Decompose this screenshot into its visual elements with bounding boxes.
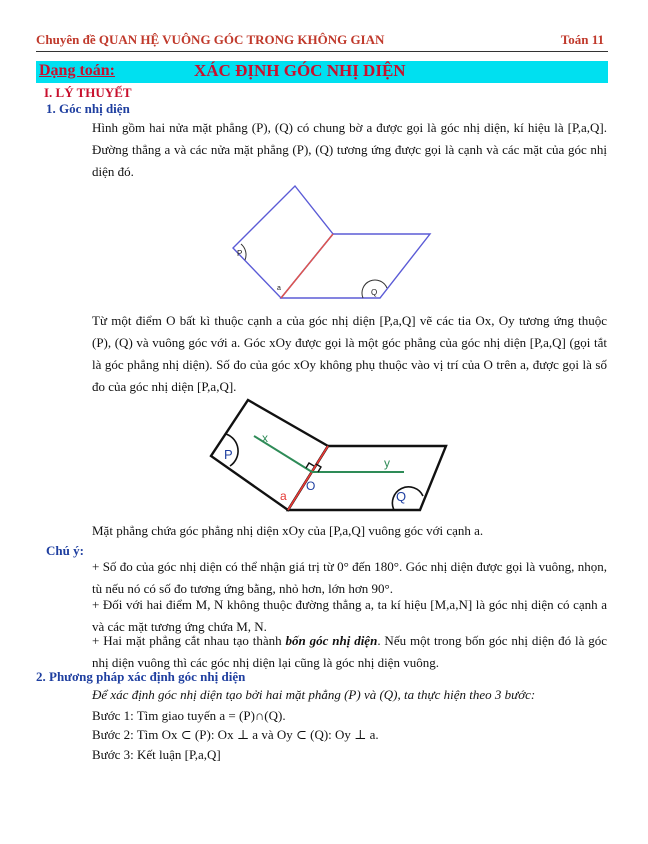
paragraph-definition: Hình gồm hai nửa mặt phẳng (P), (Q) có chung bờ a được gọi là góc nhị diện, kí hiệu là [P,a,Q]. Đường thẳng a và các nửa mặt phẳng (P), (Q) tương ứng được gọi là cạnh và các mặt của góc nhị diện đó. <box>92 120 607 179</box>
method-step-2: Bước 2: Tìm Ox ⊂ (P): Ox ⊥ a và Oy ⊂ (Q): Oy ⊥ a. <box>92 727 379 742</box>
fig1-label-q: Q <box>371 288 378 297</box>
fig2-label-y: y <box>384 456 390 470</box>
note-item-2: + Đối với hai điểm M, N không thuộc đường thẳng a, ta kí hiệu [M,a,N] là góc nhị diện có cạnh a và các mặt tương ứng chứa M, N. <box>92 597 607 634</box>
method-step-3: Bước 3: Kết luận [P,a,Q] <box>92 747 221 762</box>
method-step-1: Bước 1: Tìm giao tuyến a = (P)∩(Q). <box>92 708 286 723</box>
banner-title: XÁC ĐỊNH GÓC NHỊ DIỆN <box>194 61 406 80</box>
fig2-label-a: a <box>280 489 287 503</box>
fig2-edge-a <box>288 446 328 510</box>
figure-plane-angle <box>208 396 453 516</box>
note-item-1: + Số đo của góc nhị diện có thể nhận giá trị từ 0° đến 180°. Góc nhị diện được gọi là vuông, nhọn, tù nếu nó có số đo tương ứng bằng, nhỏ hơn, lớn hơn 90°. <box>92 559 607 596</box>
header-subject: Toán 11 <box>560 32 604 47</box>
note-title: Chú ý: <box>46 543 84 558</box>
subsection-dihedral-angle: 1. Góc nhị diện <box>46 101 130 116</box>
fig1-label-a: a <box>277 285 281 292</box>
half-plane-p <box>233 186 333 298</box>
note-item-3: + Hai mặt phẳng cắt nhau tạo thành bốn góc nhị diện. Nếu một trong bốn góc nhị diện đó là góc nhị diện vuông thì các góc nhị diện lại cũng là góc nhị diện vuông. <box>92 633 607 670</box>
fig2-label-x: x <box>262 431 268 445</box>
banner-label: Dạng toán: <box>39 62 116 79</box>
fig2-half-plane-q <box>288 446 446 510</box>
method-intro: Để xác định góc nhị diện tạo bởi hai mặt phẳng (P) và (Q), ta thực hiện theo 3 bước: <box>92 687 536 702</box>
header-divider <box>36 51 608 52</box>
topic-banner <box>36 61 608 83</box>
edge-a <box>281 234 333 298</box>
fig2-label-q: Q <box>396 489 407 504</box>
fig1-label-p: P <box>237 249 243 258</box>
subsection-method: 2. Phương pháp xác định góc nhị diện <box>36 669 246 684</box>
right-angle-mark-x <box>306 463 314 468</box>
fig2-label-p: P <box>224 447 233 462</box>
half-plane-q <box>281 234 430 298</box>
paragraph-perpendicular-plane: Mặt phẳng chứa góc phẳng nhị diện xOy của [P,a,Q] vuông góc với cạnh a. <box>92 523 484 538</box>
paragraph-plane-angle: Từ một điểm O bất kì thuộc cạnh a của góc nhị diện [P,a,Q] vẽ các tia Ox, Oy tương ứng thuộc (P), (Q) và vuông góc với a. Góc xOy được gọi là một góc phẳng của góc nhị diện [P,a,Q] (gọi tắt là góc phẳng nhị diện). Số đo của góc xOy không phụ thuộc vào vị trí của O trên a, được gọi là số đo của góc nhị diện [P,a,Q]. <box>92 313 607 394</box>
figure-dihedral-angle <box>225 182 440 304</box>
header-chapter-title: Chuyên đề QUAN HỆ VUÔNG GÓC TRONG KHÔNG GIAN <box>36 32 385 47</box>
section-theory-title: I. LÝ THUYẾT <box>44 85 132 100</box>
right-angle-mark-y <box>316 464 321 472</box>
fig2-label-o: O <box>306 479 316 493</box>
